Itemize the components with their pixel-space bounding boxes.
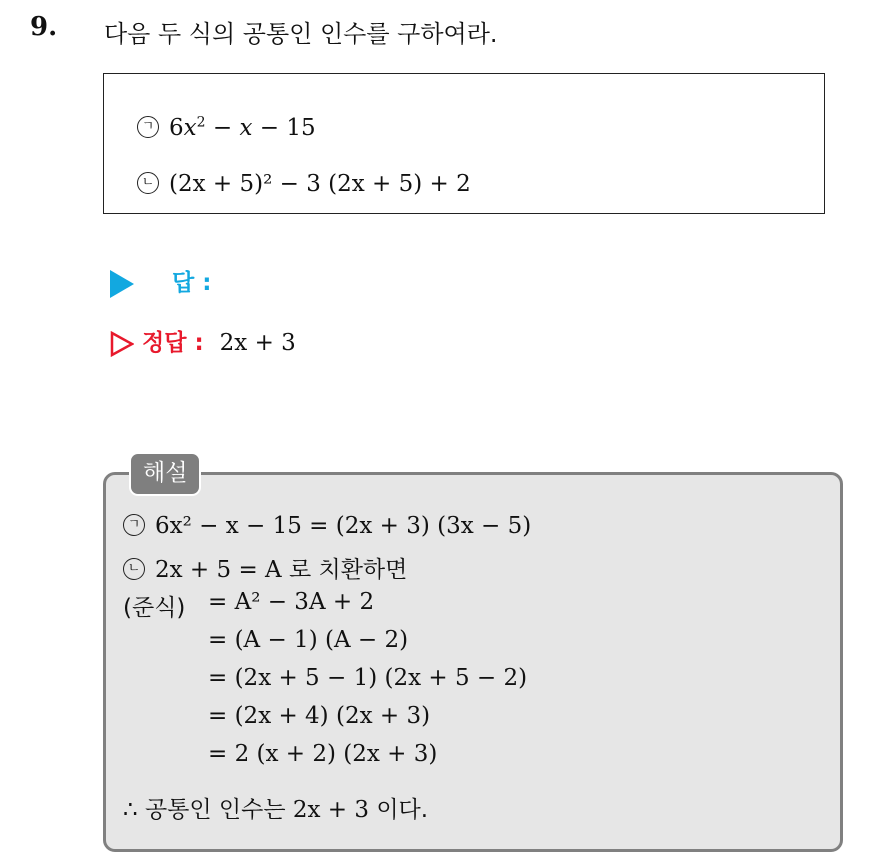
- explanation-marker-1-icon: ㄱ: [123, 514, 145, 536]
- answer-label: 답 :: [172, 270, 212, 296]
- explanation-line-1: ㄱ 6x² − x − 15 = (2x + 3) (3x − 5): [123, 513, 531, 539]
- answer-row: [110, 264, 211, 298]
- explanation-step: = (2x + 5 − 1) (2x + 5 − 2): [208, 665, 528, 691]
- circled-marker-2-icon: ㄴ: [137, 172, 159, 194]
- explanation-conclusion: ∴ 공통인 인수는 2x + 3 이다.: [123, 797, 429, 823]
- correct-arrow-icon: [110, 331, 134, 357]
- explanation-step: = A² − 3A + 2: [208, 589, 375, 615]
- correct-answer-row: [110, 324, 296, 357]
- explanation-line-2: ㄴ 2x + 5 = A 로 치환하면: [123, 551, 407, 584]
- correct-answer-label: 정답 :: [142, 330, 204, 356]
- explanation-marker-2-icon: ㄴ: [123, 558, 145, 580]
- expr1: $6x^2 - x - 15$: [169, 114, 316, 141]
- explanation-step: = (A − 1) (A − 2): [208, 627, 409, 653]
- correct-answer-value: 2x + 3: [219, 330, 296, 356]
- given-expression-1: [137, 114, 316, 141]
- explanation-label: (준식): [123, 595, 186, 621]
- circled-marker-1-icon: ㄱ: [137, 116, 159, 138]
- explanation-tab: 해설: [129, 452, 201, 496]
- expr2: (2x + 5)² − 3 (2x + 5) + 2: [169, 171, 471, 197]
- question-text: 다음 두 식의 공통인 인수를 구하여라.: [104, 20, 498, 48]
- explanation-step: = 2 (x + 2) (2x + 3): [208, 741, 438, 767]
- explanation-box: [103, 472, 843, 852]
- given-expression-2: [137, 171, 471, 197]
- therefore-symbol: ∴: [123, 797, 138, 823]
- question-number: 9.: [30, 12, 58, 42]
- given-expressions-box: [103, 73, 825, 214]
- explanation-step: = (2x + 4) (2x + 3): [208, 703, 431, 729]
- answer-arrow-icon: [110, 270, 134, 298]
